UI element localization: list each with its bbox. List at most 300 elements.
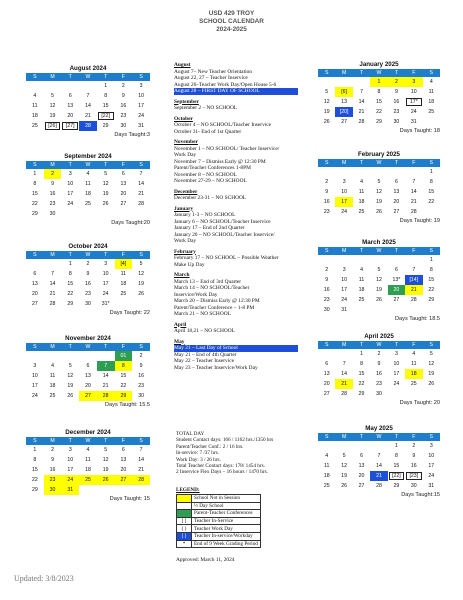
day-cell: 24: [61, 475, 79, 485]
day-cell: 10: [428, 453, 435, 459]
day-cell: [335, 441, 352, 451]
legend-label: Parent-Teacher Conferences: [192, 510, 261, 518]
day-cell: 26: [138, 291, 144, 297]
day-cell: 14: [410, 189, 417, 195]
day-cell: [335, 77, 352, 87]
totals-line: Parent/Teacher Conf.: 2 / 16 hrs.: [176, 443, 244, 450]
calendar-title: SCHOOL CALENDAR: [199, 18, 264, 25]
day-cell: 8: [429, 179, 433, 185]
totals-heading: TOTAL DAY: [176, 431, 205, 437]
day-cell: 22: [31, 201, 38, 207]
day-cell: [423, 207, 440, 217]
weekday-header: F: [115, 251, 133, 259]
legend-item: [177, 517, 261, 525]
day-cell: [97, 209, 115, 219]
day-cell: 30: [393, 119, 400, 125]
month-title: January 2025: [359, 61, 399, 68]
day-cell: [26, 259, 44, 269]
day-cell: 9: [86, 271, 90, 277]
legend-swatch: [177, 502, 192, 510]
days-taught: Days Taught: 22: [109, 310, 150, 316]
day-cell: [353, 167, 370, 177]
day-cell: 21: [102, 383, 109, 389]
weekday-header: S: [423, 433, 440, 441]
event-line: December 23-31 – NO SCHOOL: [174, 195, 247, 201]
legend-swatch: *: [177, 540, 192, 548]
event-line: August 7– New Teacher Orientation: [174, 68, 252, 75]
weekday-header: W: [370, 247, 387, 255]
weekday-header: T: [97, 343, 115, 351]
weekday-header: S: [132, 73, 150, 81]
day-cell: 11: [358, 189, 365, 195]
day-cell: 19: [376, 199, 382, 205]
day-cell: [370, 255, 387, 265]
weekday-header: T: [353, 433, 370, 441]
totals-line: 2 Inservice Flex Days – 16 hours / 1470 hrs.: [176, 469, 268, 476]
weekday-header: M: [44, 161, 62, 169]
day-cell: 19: [323, 109, 330, 115]
totals-line: Student Contact days: 166 / 1162 hrs./1350 hrs: [176, 437, 274, 444]
day-cell: 1: [33, 171, 37, 177]
day-cell: 21: [138, 191, 144, 197]
event-section-title: August: [174, 62, 191, 68]
day-cell: 7: [377, 453, 381, 459]
day-cell: 16: [393, 99, 400, 105]
event-section-title: March: [174, 272, 190, 278]
day-cell: 14: [49, 281, 56, 287]
day-cell: 1: [394, 443, 398, 449]
weekday-header: F: [405, 247, 422, 255]
days-taught: Days Taught: 18.5: [395, 316, 440, 322]
day-cell: 17: [67, 191, 74, 197]
day-cell: 15: [31, 191, 38, 197]
day-cell: 1: [429, 169, 433, 175]
day-cell: 2: [325, 267, 329, 273]
day-cell: 2: [44, 169, 62, 179]
day-cell: [115, 299, 133, 309]
day-cell: 17: [67, 467, 74, 473]
day-cell: 7: [139, 171, 143, 177]
day-cell: 28: [358, 119, 365, 125]
day-cell: 16: [120, 103, 127, 109]
day-cell: 18: [85, 467, 91, 473]
day-cell: [79, 351, 97, 361]
day-cell: 9: [412, 453, 416, 459]
day-cell: 26: [376, 297, 382, 303]
calendar-november: [26, 334, 150, 408]
weekday-header: W: [370, 341, 387, 349]
day-cell: 30: [138, 393, 144, 399]
legend-item: [177, 510, 261, 518]
legend-swatch: [177, 495, 192, 503]
day-cell: 3: [68, 447, 72, 453]
day-cell: 29: [102, 123, 109, 129]
day-cell: 1: [33, 447, 37, 453]
day-cell: [423, 117, 440, 127]
day-cell: [388, 255, 405, 265]
days-taught: Days Taught: 15.5: [105, 402, 150, 408]
day-cell: [26, 81, 44, 91]
event-section-title: January: [174, 205, 194, 212]
weekday-header: W: [370, 433, 387, 441]
days-taught: Days Taught: 19: [399, 218, 440, 224]
legend-item: [177, 502, 261, 510]
weekday-header: M: [335, 69, 352, 77]
day-cell: 15: [120, 373, 127, 379]
day-cell: 29: [428, 297, 435, 303]
day-cell: 30: [410, 483, 417, 489]
day-cell: 18: [49, 383, 56, 389]
event-line: November 27-29 – NO SCHOOL: [174, 178, 247, 184]
day-cell: 4: [86, 171, 90, 177]
day-cell: [388, 389, 405, 399]
event-line: March 13 – End of 3rd Quarter: [174, 278, 242, 285]
day-cell: [318, 167, 335, 177]
day-cell: [132, 299, 150, 309]
day-cell: [27]: [61, 121, 79, 131]
day-cell: 31: [410, 119, 417, 125]
weekday-header: M: [335, 159, 352, 167]
event-section-title: February: [174, 248, 196, 255]
day-cell: 3: [342, 267, 346, 273]
day-cell: 11: [428, 89, 434, 95]
day-cell: 28: [138, 201, 144, 207]
day-cell: 6: [86, 363, 90, 369]
day-cell: 8: [33, 181, 37, 187]
totals-line: Total Teacher Contact days: 178/ 1454 hrs.: [176, 463, 265, 470]
day-cell: 28: [132, 475, 150, 485]
day-cell: 28: [376, 483, 382, 489]
day-cell: [4]: [115, 259, 133, 269]
day-cell: 18: [323, 473, 330, 479]
day-cell: 5: [429, 351, 433, 357]
event-section: [174, 249, 298, 269]
day-cell: 30: [85, 301, 91, 307]
weekday-header: M: [44, 251, 62, 259]
calendar-march: [318, 238, 440, 322]
day-cell: [318, 441, 335, 451]
day-cell: [423, 305, 440, 315]
month-title: October 2024: [68, 243, 108, 250]
day-cell: [79, 209, 97, 219]
event-line: Work Day: [174, 238, 197, 244]
day-cell: 27: [120, 201, 127, 207]
day-cell: 16: [323, 287, 330, 293]
day-cell: 14: [85, 103, 91, 109]
day-cell: [61, 81, 79, 91]
days-taught: Days Taught: 18: [399, 128, 440, 134]
weekday-header: T: [97, 437, 115, 445]
legend-swatch: [ ]: [177, 517, 192, 525]
weekday-header: M: [335, 247, 352, 255]
event-line: September 2 – NO SCHOOL: [174, 105, 238, 111]
day-cell: 16: [323, 199, 330, 205]
day-cell: 8: [429, 267, 433, 273]
day-cell: 15: [376, 99, 382, 105]
event-line: January 17 – End of 2nd Quarter: [174, 225, 245, 231]
weekday-header: S: [26, 161, 44, 169]
weekday-header: F: [115, 437, 133, 445]
day-cell: 9: [139, 363, 143, 369]
month-title: December 2024: [65, 429, 111, 436]
day-cell: 7: [86, 93, 90, 99]
event-line: August 26–Teacher Work Day/Open House 5-6: [174, 81, 277, 88]
days-taught: Days Taught: 15: [109, 496, 150, 502]
calendar-august: [26, 64, 150, 138]
day-cell: 23: [138, 383, 144, 389]
day-cell: 29: [393, 483, 400, 489]
day-cell: 01: [115, 351, 133, 361]
day-cell: 10: [102, 271, 109, 277]
event-line: March 20 – Dismiss Early @ 12:30 PM: [174, 298, 260, 304]
day-cell: 9: [51, 181, 54, 187]
day-cell: 2: [377, 351, 381, 357]
event-line: February 17 – NO SCHOOL – Possible Weather: [174, 255, 279, 261]
weekday-header: F: [405, 69, 422, 77]
event-line: August 28 – FIRST DAY OF SCHOOL: [174, 88, 298, 95]
day-cell: 24: [341, 297, 348, 303]
day-cell: 2: [51, 447, 54, 453]
month-title: September 2024: [64, 153, 112, 160]
event-line: April 18,21 – NO SCHOOL: [174, 328, 235, 334]
event-line: January 20 – NO SCHOOL/Teacher Inservice/: [174, 231, 275, 238]
weekday-header: T: [61, 251, 79, 259]
day-cell: 5: [139, 261, 143, 267]
day-cell: 5: [342, 453, 346, 459]
event-line: Inservice/Work Day: [174, 291, 218, 298]
day-cell: 12: [341, 463, 348, 469]
day-cell: [318, 77, 335, 87]
day-cell: 13: [31, 281, 38, 287]
day-cell: [22]: [388, 471, 405, 481]
day-cell: 25: [358, 297, 365, 303]
day-cell: 29: [115, 391, 133, 401]
day-cell: 17: [428, 463, 435, 469]
day-cell: 24: [428, 473, 435, 479]
day-cell: 19: [67, 383, 74, 389]
legend-label: Teacher In-service/Workday: [192, 532, 261, 540]
day-cell: [115, 209, 133, 219]
day-cell: 21: [138, 467, 144, 473]
event-line: November 1 – NO SCHOOL/ Teacher Inservice/: [174, 145, 280, 152]
day-cell: [44, 259, 62, 269]
day-cell: 13: [67, 103, 74, 109]
day-cell: 30: [323, 307, 330, 313]
day-cell: [335, 349, 352, 359]
weekday-header: S: [132, 437, 150, 445]
day-cell: 9: [121, 93, 125, 99]
event-line: March 21 – NO SCHOOL: [174, 311, 231, 317]
day-cell: [353, 255, 370, 265]
event-line: October 31- End of 1st Quarter: [174, 128, 242, 135]
day-cell: 4: [360, 179, 363, 185]
day-cell: 12: [102, 457, 109, 463]
event-section: [174, 272, 298, 318]
weekday-header: T: [353, 341, 370, 349]
day-cell: 26: [376, 209, 382, 215]
day-cell: [26, 351, 44, 361]
weekday-header: S: [318, 341, 335, 349]
day-cell: [423, 389, 440, 399]
day-cell: 2: [139, 353, 143, 359]
weekday-header: T: [97, 73, 115, 81]
day-cell: 31: [138, 123, 144, 129]
event-section: [174, 206, 298, 245]
day-cell: 5: [377, 179, 381, 185]
weekday-header: M: [44, 437, 62, 445]
event-line: November 7 – Dismiss Early @ 12:30 PM: [174, 158, 266, 165]
day-cell: [97, 485, 115, 495]
weekday-header: M: [44, 73, 62, 81]
day-cell: 23: [49, 201, 56, 207]
day-cell: 7: [360, 89, 363, 95]
legend-item: [177, 525, 261, 533]
day-cell: 7: [139, 447, 143, 453]
event-line: January 1-3 – NO SCHOOL: [174, 212, 236, 218]
day-cell: 24: [102, 291, 109, 297]
weekday-header: T: [97, 161, 115, 169]
month-title: February 2025: [358, 151, 400, 158]
day-cell: 24: [393, 381, 400, 387]
days-taught: Days Taught: 20: [399, 400, 440, 406]
weekday-header: W: [79, 251, 97, 259]
day-cell: 21: [358, 109, 365, 115]
weekday-header: T: [61, 437, 79, 445]
day-cell: 30: [49, 211, 56, 217]
day-cell: 13: [85, 373, 91, 379]
day-cell: 24: [31, 393, 38, 399]
weekday-header: T: [353, 247, 370, 255]
day-cell: [353, 441, 370, 451]
day-cell: 17: [31, 383, 38, 389]
day-cell: 16: [376, 371, 382, 377]
day-cell: 3: [405, 77, 422, 87]
day-cell: [132, 485, 150, 495]
day-cell: [26]: [44, 121, 62, 131]
day-cell: 1: [68, 261, 72, 267]
day-cell: 11: [32, 103, 38, 109]
day-cell: 1: [370, 77, 387, 87]
event-line: Work Day: [174, 152, 197, 158]
day-cell: 6: [121, 171, 125, 177]
weekday-header: T: [353, 69, 370, 77]
weekday-header: S: [318, 247, 335, 255]
legend-title: LEGEND:: [176, 487, 200, 493]
totals-block: [176, 431, 316, 476]
day-cell: 20: [85, 383, 91, 389]
day-cell: 31: [341, 307, 348, 313]
day-cell: 19: [102, 467, 109, 473]
event-line: May 21 – End of 4th Quarter: [174, 351, 237, 358]
day-cell: 25: [31, 123, 38, 129]
day-cell: 14: [138, 181, 144, 187]
weekday-header: F: [405, 159, 422, 167]
weekday-header: T: [61, 73, 79, 81]
day-cell: 13: [393, 189, 400, 195]
day-cell: 22: [428, 199, 435, 205]
day-cell: 3: [342, 179, 346, 185]
day-cell: 18: [428, 99, 435, 105]
day-cell: 5: [104, 171, 108, 177]
day-cell: 8: [104, 93, 108, 99]
day-cell: 27: [115, 475, 133, 485]
day-cell: [61, 209, 79, 219]
day-cell: 1: [360, 351, 363, 357]
day-cell: 5: [68, 363, 72, 369]
event-line: March 14 – NO SCHOOL/Teacher: [174, 285, 250, 291]
day-cell: 7: [51, 271, 54, 277]
month-title: May 2025: [365, 425, 393, 432]
day-cell: 7: [342, 361, 346, 367]
day-cell: 19: [376, 287, 382, 293]
weekday-header: F: [405, 433, 422, 441]
weekday-header: S: [423, 69, 440, 77]
day-cell: [318, 255, 335, 265]
day-cell: 3: [394, 351, 398, 357]
day-cell: 14: [341, 371, 348, 377]
day-cell: 9: [394, 89, 398, 95]
day-cell: 29: [31, 211, 38, 217]
day-cell: 12: [428, 361, 435, 367]
day-cell: 14: [358, 99, 365, 105]
month-title: November 2024: [65, 335, 111, 342]
day-cell: [370, 167, 387, 177]
day-cell: 17: [138, 103, 144, 109]
day-cell: 17: [102, 281, 109, 287]
day-cell: [370, 305, 387, 315]
day-cell: 26: [97, 475, 115, 485]
day-cell: 26: [102, 201, 109, 207]
day-cell: 18: [405, 369, 422, 379]
day-cell: 27: [323, 391, 330, 397]
event-line: Parent/Teacher Conferences 1-8PM: [174, 165, 251, 171]
day-cell: 12: [138, 271, 144, 277]
month-title: April 2025: [364, 333, 394, 340]
month-title: March 2025: [362, 239, 396, 246]
day-cell: 1: [104, 83, 108, 89]
day-cell: 22: [67, 291, 74, 297]
event-section-title: April: [174, 321, 187, 328]
day-cell: [115, 485, 133, 495]
weekday-header: T: [61, 161, 79, 169]
legend-swatch: [177, 510, 192, 518]
weekday-header: W: [79, 73, 97, 81]
day-cell: 3: [68, 171, 72, 177]
weekday-header: T: [61, 343, 79, 351]
day-cell: [388, 305, 405, 315]
day-cell: 4: [325, 453, 329, 459]
day-cell: 29: [376, 119, 382, 125]
school-year: 2024-2025: [216, 26, 247, 33]
day-cell: 24: [67, 201, 74, 207]
day-cell: 12: [323, 99, 330, 105]
day-cell: 3: [139, 83, 143, 89]
day-cell: 30: [44, 485, 62, 495]
weekday-header: S: [132, 251, 150, 259]
day-cell: 20: [388, 285, 405, 295]
day-cell: 12: [102, 181, 109, 187]
day-cell: [353, 77, 370, 87]
day-cell: 30: [376, 391, 382, 397]
day-cell: 11: [411, 361, 417, 367]
legend-swatch: [ ]: [177, 532, 192, 540]
day-cell: 19: [428, 371, 435, 377]
calendar-april: [318, 332, 440, 406]
day-cell: 21: [335, 379, 352, 389]
event-line: Parent/Teacher Conference – 1-8 PM: [174, 304, 255, 311]
day-cell: [353, 305, 370, 315]
day-cell: 5: [51, 93, 54, 99]
